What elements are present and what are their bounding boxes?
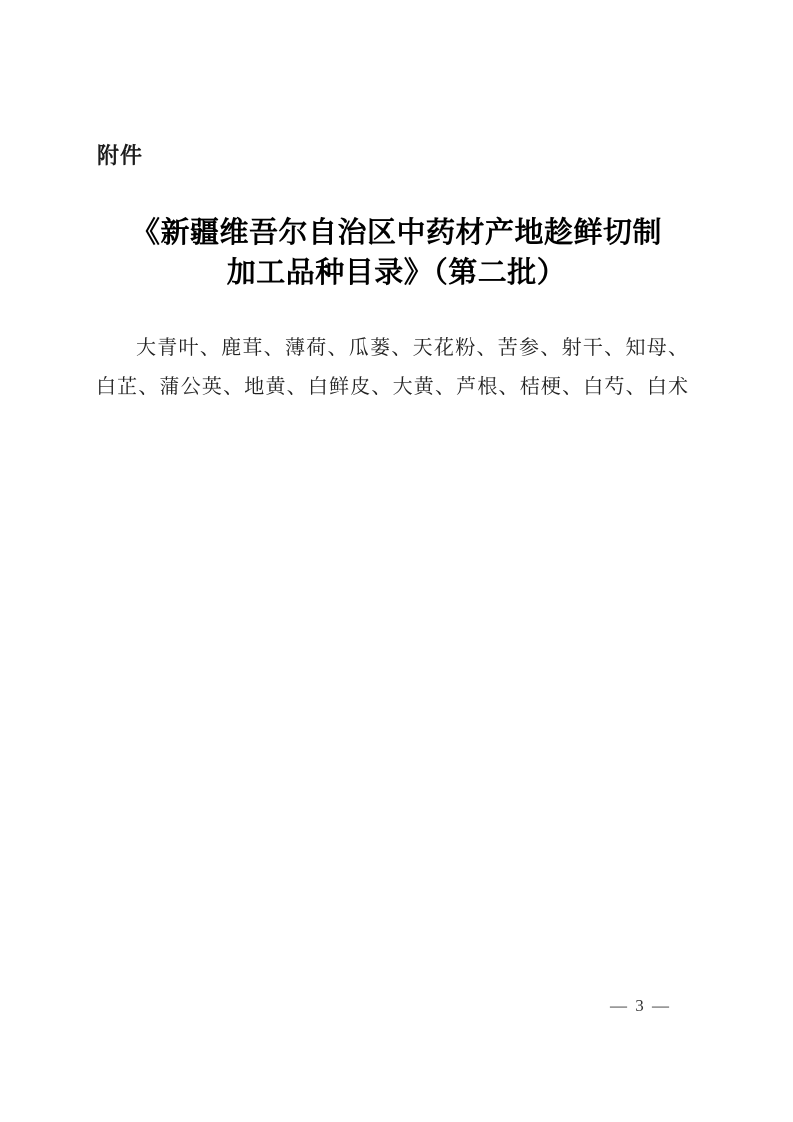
document-title-line1: 《新疆维吾尔自治区中药材产地趁鲜切制 [130,217,662,249]
attachment-label: 附件 [97,143,144,168]
herb-list-line1: 大青叶、鹿茸、薄荷、瓜蒌、天花粉、苦参、射干、知母、 [136,337,688,359]
page-number: — 3 — [610,996,671,1015]
document-title [0,213,793,293]
herb-list-paragraph [96,329,688,407]
document-title-line2: 加工品种目录》（第二批） [226,257,567,289]
herb-list-line2: 白芷、蒲公英、地黄、白鲜皮、大黄、芦根、桔梗、白芍、白术 [96,376,688,398]
